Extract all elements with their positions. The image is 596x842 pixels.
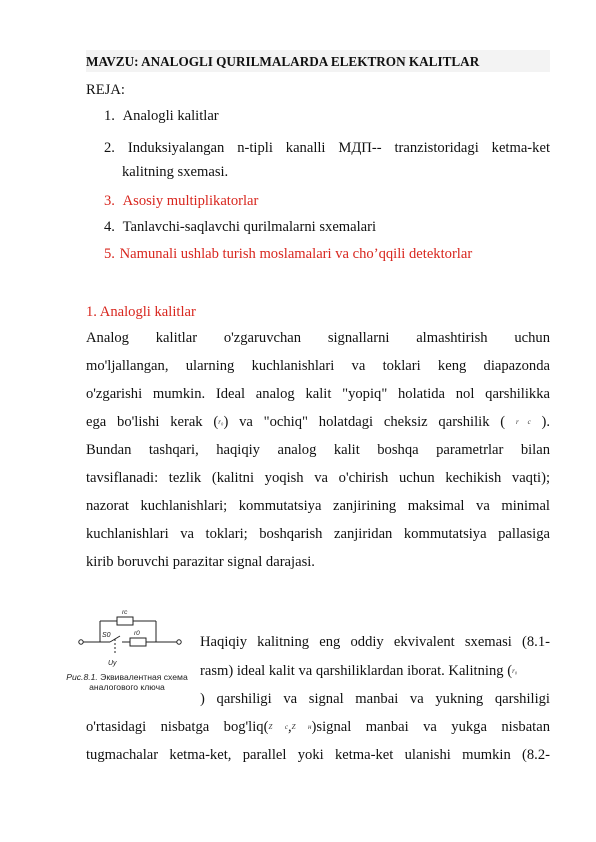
plan-item-2-continued: kalitning sxemasi. bbox=[122, 164, 229, 180]
rc-resistor bbox=[117, 617, 133, 625]
paragraph-line: Haqiqiy kalitning eng oddiy ekvivalent sxemasi (8.1- bbox=[200, 634, 550, 650]
figure-caption bbox=[60, 672, 194, 692]
section-heading: 1. Analogli kalitlar bbox=[86, 304, 196, 320]
plan-item-text: Induksiyalangan n-tipli kanalli МДП-- tranzistoridagi ketma-ket bbox=[127, 140, 550, 156]
output-terminal bbox=[177, 640, 181, 644]
paragraph-line: kirib boruvchi parazitar signal darajasi. bbox=[86, 554, 315, 570]
paragraph-line: tavsiflanadi: tezlik (kalitni yoqish va o'chirish uchun kechikish vaqti); bbox=[86, 470, 550, 486]
paragraph-line: mo'ljallangan, ularning kuchlanishlari va toklari keng diapazonda bbox=[86, 358, 550, 374]
paragraph-line: kuchlanishlari va toklari; boshqarish zanjiridan kommutatsiya pallasiga bbox=[86, 526, 550, 542]
paragraph-line bbox=[200, 661, 517, 681]
plan-item-number: 3. bbox=[104, 193, 115, 209]
plan-item-text: Namunali ushlab turish moslamalari va cho’qqili detektorlar bbox=[119, 246, 473, 262]
zc-symbol: Z c bbox=[268, 723, 288, 731]
input-terminal bbox=[79, 640, 83, 644]
plan-item-4 bbox=[104, 217, 376, 237]
plan-item-number: 1. bbox=[104, 108, 115, 124]
paragraph-line bbox=[86, 412, 550, 432]
paragraph-line: Analog kalitlar o'zgaruvchan signallarni almashtirish uchun bbox=[86, 330, 550, 346]
paragraph-line: nazorat kuchlanishlari; kommutatsiya zanjirining maksimal va minimal bbox=[86, 498, 550, 514]
paragraph-line: o'rtasidagi nisbatga bog'liq(Z c,Z н)signal manbai va yukga nisbatan bbox=[86, 719, 550, 735]
text-run: ) va "ochiq" holatdagi cheksiz qarshilik ( bbox=[223, 414, 506, 430]
text-run: )signal manbai va yukga nisbatan bbox=[311, 719, 550, 735]
page-title: MAVZU: ANALOGLI QURILMALARDA ELEKTRON KALITLAR bbox=[86, 54, 480, 69]
figure-number: Рис.8.1. bbox=[66, 672, 98, 682]
plan-item-number: 5. bbox=[104, 246, 115, 262]
plan-item-5 bbox=[104, 244, 472, 264]
r0-label: r0 bbox=[134, 630, 140, 637]
r0-symbol: r₀ bbox=[218, 418, 224, 426]
plan-item-3 bbox=[104, 191, 258, 211]
plan-item-text: Asosiy multiplikatorlar bbox=[122, 193, 259, 209]
plan-item-text: Analogli kalitlar bbox=[122, 108, 219, 124]
paragraph-line: ) qarshiligi va signal manbai va yukning qarshiligi bbox=[200, 691, 550, 707]
rc-label: rc bbox=[122, 609, 128, 616]
plan-item-2 bbox=[104, 138, 550, 158]
paragraph-line: o'zgarishi mumkin. Ideal analog kalit "yopiq" holatida nol qarshilikka bbox=[86, 386, 550, 402]
plan-item-text: Tanlavchi-saqlavchi qurilmalarni sxemalari bbox=[122, 219, 377, 235]
plan-item-1 bbox=[104, 106, 219, 126]
text-run: ega bo'lishi kerak ( bbox=[86, 414, 219, 430]
figure-caption-text: Эквивалентная схема аналогового ключа bbox=[89, 672, 188, 692]
plan-item-number: 4. bbox=[104, 219, 115, 235]
r0-symbol: r₀ bbox=[512, 667, 518, 675]
equivalent-circuit-diagram bbox=[76, 604, 186, 672]
plan-item-number: 2. bbox=[104, 140, 115, 156]
paragraph-line: Bundan tashqari, haqiqiy analog kalit boshqa parametrlar bilan bbox=[86, 442, 550, 458]
plan-label: REJA: bbox=[86, 82, 125, 98]
paragraph-line: tugmachalar ketma-ket, parallel yoki ketma-ket ulanishi mumkin (8.2- bbox=[86, 747, 550, 763]
zn-symbol: Z н bbox=[291, 723, 312, 731]
rc-symbol: r c bbox=[515, 418, 531, 426]
s0-label: S0 bbox=[102, 632, 111, 639]
text-run: rasm) ideal kalit va qarshiliklardan iborat. Kalitning ( bbox=[200, 663, 513, 679]
text-run: ). bbox=[541, 414, 550, 430]
text-run: o'rtasidagi nisbatga bog'liq( bbox=[86, 719, 269, 735]
uy-label: Uy bbox=[108, 660, 117, 667]
r0-resistor bbox=[130, 638, 146, 646]
